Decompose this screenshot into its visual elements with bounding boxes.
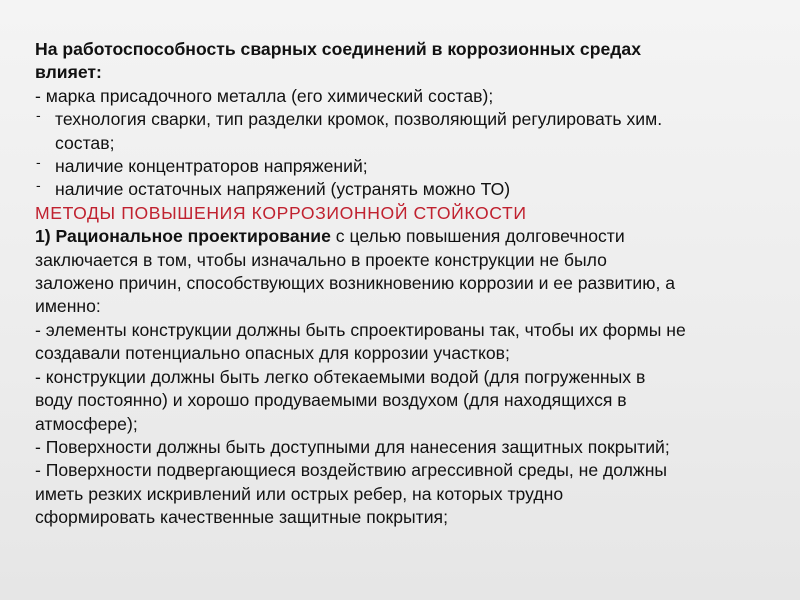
intro-item-welding-technology [35,108,780,131]
section1-heading: 1) Рациональное проектирование [35,226,331,247]
intro-heading-line2: влияет: [35,62,102,83]
section1-line: - элементы конструкции должны быть спроектированы так, чтобы их формы не [35,319,686,340]
section1-line: - конструкции должны быть легко обтекаемыми водой (для погруженных в [35,366,646,387]
section1-line: заключается в том, чтобы изначально в проекте конструкции не было [35,249,607,270]
slide-body [35,38,780,530]
bullet-dash-icon: - [36,177,41,194]
bullet-dash-icon: - [36,107,41,124]
section1-line: атмосфере); [35,413,138,434]
intro-item-stress-concentrators-text: наличие концентраторов напряжений; [55,156,368,177]
intro-item-residual-stress [35,178,780,201]
section1-line: заложено причин, способствующих возникновению коррозии и ее развитию, а [35,273,676,294]
section1-line: иметь резких искривлений или острых ребер, на которых трудно [35,483,564,504]
section1-first-line [35,225,780,248]
intro-item-welding-technology-text: технология сварки, тип разделки кромок, позволяющий регулировать хим. [55,109,663,130]
intro-heading-line1: На работоспособность сварных соединений в коррозионных средах [35,39,641,59]
section1-line: сформировать качественные защитные покрытия; [35,507,448,528]
section1-line: именно: [35,296,101,317]
section1-line: - Поверхности подвергающиеся воздействию агрессивной среды, не должны [35,460,668,481]
methods-title: МЕТОДЫ ПОВЫШЕНИЯ КОРРОЗИОННОЙ СТОЙКОСТИ [35,202,527,223]
intro-item-stress-concentrators [35,155,780,178]
section1-line: воду постоянно) и хорошо продуваемыми воздухом (для находящихся в [35,390,627,411]
bullet-dash-icon: - [36,154,41,171]
section1-line: - Поверхности должны быть доступными для нанесения защитных покрытий; [35,436,670,457]
section1-heading-rest: с целью повышения долговечности [330,226,625,247]
intro-item-welding-technology-cont: состав; [55,132,115,153]
intro-item-residual-stress-text: наличие остаточных напряжений (устранять можно ТО) [55,179,511,200]
section1-line: создавали потенциально опасных для коррозии участков; [35,343,510,364]
intro-item-filler-metal: - марка присадочного металла (его химический состав); [35,85,494,106]
